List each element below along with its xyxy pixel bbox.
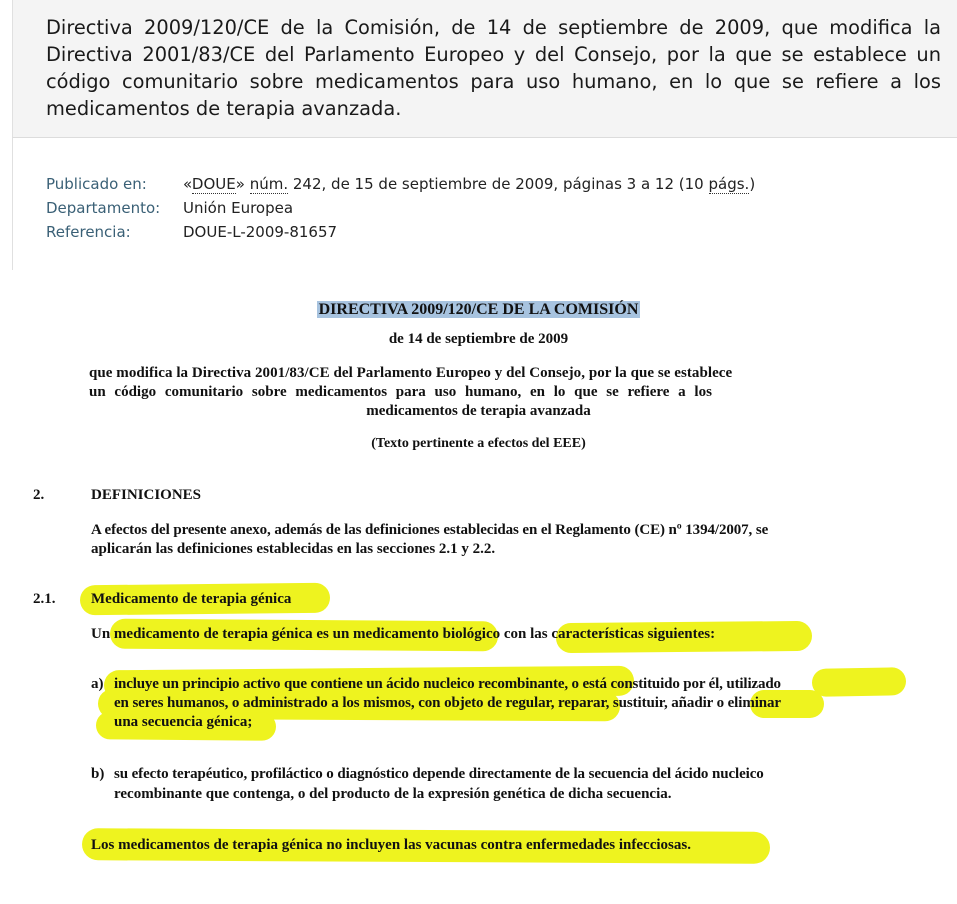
section-title: Medicamento de terapia génica [91,591,292,607]
published-value: «DOUE» núm. 242, de 15 de septiembre de 2009, páginas 3 a 12 (10 págs.) [183,175,756,193]
doc-subtitle-line: medicamentos de terapia avanzada [366,403,591,419]
document-scan [0,270,957,904]
document-header [12,0,957,138]
list-item-line: recombinante que contenga, o del producto de la expresión genética de dicha secuencia. [114,786,672,802]
doc-date: de 14 de septiembre de 2009 [388,331,569,347]
paragraph-line: Los medicamentos de terapia génica no incluyen las vacunas contra enfermedades infecciosas. [91,837,691,853]
doc-title: DIRECTIVA 2009/120/CE DE LA COMISIÓN [318,301,639,318]
doue-abbr: DOUE [191,175,236,193]
metadata-panel [12,138,957,270]
num-abbr: núm. [249,175,289,193]
reference-value: DOUE-L-2009-81657 [183,223,338,241]
pags-abbr: págs. [708,175,750,193]
list-label: a) [91,676,104,692]
section-title: DEFINICIONES [91,487,202,503]
list-item-line: en seres humanos, o administrado a los mismos, con objeto de regular, reparar, sustituir, añadir o eliminar [114,695,781,711]
highlight-mark [812,667,906,697]
published-label: Publicado en: [46,175,147,193]
section-number: 2. [33,487,45,503]
list-item-line: incluye un principio activo que contiene un ácido nucleico recombinante, o está constituido por él, utilizado [114,676,781,692]
doc-title-wrap [0,300,957,320]
department-value: Unión Europea [183,199,294,217]
department-label: Departamento: [46,199,161,217]
list-label: b) [91,766,105,782]
page-title: Directiva 2009/120/CE de la Comisión, de 14 de septiembre de 2009, que modifica la Directiva 2001/83/CE del Parlamento Europeo y del Consejo, por la que se establece un código comunitario sobre medicamentos para uso humano, en lo que se refiere a los medicamentos de terapia avanzada. [46,16,941,120]
paragraph-line: aplicarán las definiciones establecidas en las secciones 2.1 y 2.2. [91,541,496,557]
paragraph-line: A efectos del presente anexo, además de las definiciones establecidas en el Reglamento (CE) nº 1394/2007, se [91,522,769,538]
list-item-line: una secuencia génica; [114,714,253,730]
list-item-line: su efecto terapéutico, profiláctico o diagnóstico depende directamente de la secuencia del ácido nucleico [114,766,764,782]
doc-subtitle-line: un código comunitario sobre medicamentos para uso humano, en lo que se refiere a los [89,384,712,400]
reference-label: Referencia: [46,223,131,241]
section-number: 2.1. [33,591,56,607]
paragraph-line: Un medicamento de terapia génica es un medicamento biológico con las características siguientes: [91,626,716,642]
doc-note: (Texto pertinente a efectos del EEE) [371,436,586,451]
doc-subtitle-line: que modifica la Directiva 2001/83/CE del Parlamento Europeo y del Consejo, por la que se establece [89,365,733,381]
